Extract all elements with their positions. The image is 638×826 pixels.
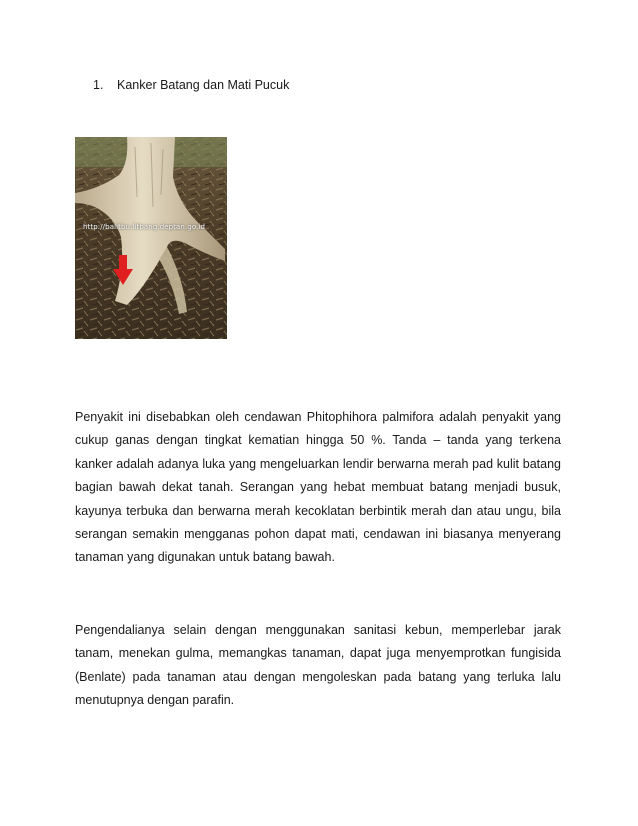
tree-trunk-photo — [75, 137, 227, 339]
tree-trunk-illustration — [75, 137, 227, 339]
photo-watermark: http://balitbu.litbang.deptan.go.id — [83, 223, 205, 231]
section-title: Kanker Batang dan Mati Pucuk — [117, 78, 290, 92]
paragraph-control: Pengendalianya selain dengan menggunakan sanitasi kebun, memperlebar jarak tanam, menekan gulma, memangkas tanaman, dapat juga menyemprotkan fungisida (Benlate) pada tanaman atau dengan mengoleskan pada batang yang terluka lalu menutupnya dengan parafin. — [75, 623, 561, 708]
list-item-heading — [93, 78, 289, 92]
paragraph-description: Penyakit ini disebabkan oleh cendawan Phitophihora palmifora adalah penyakit yang cukup ganas dengan tingkat kematian hingga 50 %. Tanda – tanda yang terkena kanker adalah adanya luka yang mengeluarkan lendir berwarna merah pad kulit batang bagian bawah dekat tanah. Serangan yang hebat membuat batang menjadi busuk, kayunya terbuka dan berwarna merah kecoklatan berbintik merah dan atau ungu, bila serangan semakin mengganas pohon dapat mati, cendawan ini biasanya menyerang tanaman yang digunakan untuk batang bawah. — [75, 410, 561, 565]
list-number: 1. — [93, 78, 104, 92]
